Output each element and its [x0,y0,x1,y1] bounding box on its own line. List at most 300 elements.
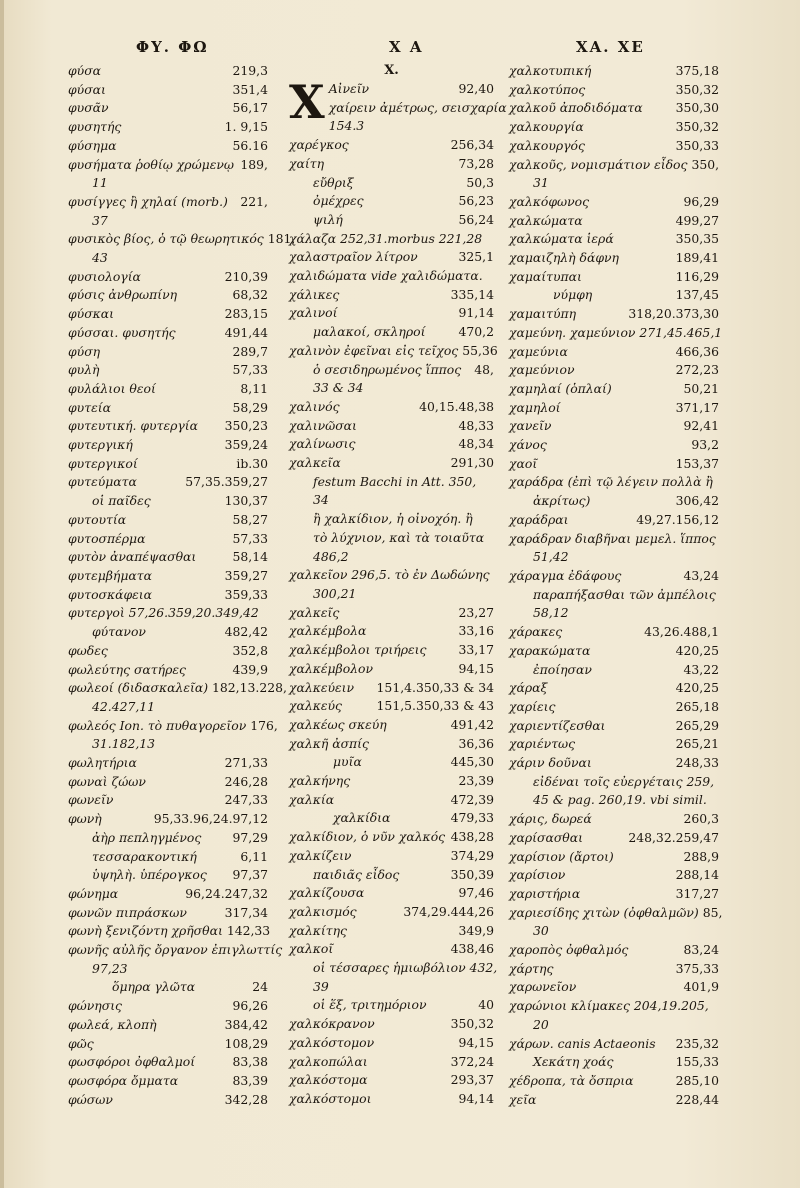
entry-term: φυσήματα ῥοθίῳ χρώμενῳ [68,156,235,172]
entry-ref: 285,10 [675,1072,719,1088]
entry-term: χαοῖ [509,455,538,471]
entry-term: χαλκεῖς [289,604,340,620]
entry-ref: 97,46 [458,885,494,901]
index-entry [289,716,494,735]
entry-term: φωσφόροι ὀφθαλμοί [68,1054,196,1070]
index-entry [509,193,719,212]
entry-ref: 350,39 [450,866,494,882]
index-entry [509,81,719,100]
index-entry [509,212,719,231]
entry-ref: 93,2 [691,437,719,453]
entry-term: οἱ τέσσαρες ἡμιωβόλιον 432, [313,960,498,976]
entry-ref: 94,15 [458,1034,494,1050]
entry-ref: 57,35.359,27 [185,474,268,490]
entry-term: χαρέγκος [289,137,349,153]
entry-term: φωλεά, κλοπὴ [68,1016,157,1032]
entry-term: χάριν δοῦναι [509,755,592,771]
index-entry [68,866,268,885]
entry-term: χαλκοτυπική [509,63,592,78]
entry-ref: 176, [250,717,278,733]
entry-ref: 91,14 [458,305,494,321]
index-entry [509,567,719,586]
entry-term: φύσημα [68,137,117,153]
entry-term: φυσᾶν [68,100,109,116]
entry-ref: 438,28 [450,829,494,845]
index-entry [289,622,494,641]
index-entry [509,866,719,885]
entry-term: φύτανον [92,624,146,640]
entry-term: Αἰνεῖν [328,81,370,96]
entry-term: χαλίνωσις [289,436,356,452]
entry-term: ὀμέχρες [313,193,364,209]
index-entry [509,810,719,829]
index-entry [289,940,494,959]
index-entry [509,1091,719,1110]
index-entry [289,791,494,810]
index-entry [68,436,268,455]
index-entry [68,922,271,941]
index-entry [509,791,719,810]
entry-term: παραπήξασθαι τῶν ἀμπέλοις [533,586,716,602]
index-entry [68,193,268,212]
entry-ref: 43,24 [683,567,719,583]
entry-term: φωσφόρα ὄμματα [68,1072,179,1088]
index-entry [289,1034,494,1053]
entry-term: φωνῆς αὐλῆς ὄργανον ἐπιγλωττίς [68,942,283,958]
entry-ref: 491,44 [224,324,268,340]
index-entry [509,118,719,137]
entry-term: 30 [533,923,549,939]
entry-term: χάνος [509,437,547,453]
index-entry [509,492,719,511]
entry-term: φωνῶν πιπράσκων [68,904,187,920]
index-entry [509,960,719,979]
index-entry [68,343,268,362]
entry-term: φωνεῖν [68,792,114,808]
index-entry [289,903,494,922]
entry-term: ὅμηρα γλῶτα [112,979,196,995]
entry-ref: 57,33 [232,362,268,378]
entry-term: χαμαίτυπαι [509,268,582,284]
entry-term: χαμαιτύπη [509,306,577,322]
entry-term: χαμηλαί (ὁπλαί) [509,380,612,396]
index-entry [68,941,283,960]
entry-term: χάρις, δωρεά [509,811,592,827]
index-entry [68,511,268,530]
entry-ref: 57,33 [232,530,268,546]
entry-term: χαλκοῦς, νομισμάτιον εἶδος [509,156,688,172]
index-entry [68,249,268,268]
entry-term: φωλητήρια [68,755,137,771]
entry-ref: 219,3 [232,63,268,78]
index-entry [68,380,268,399]
entry-term: ἢ χαλκίδιον, ἡ οἰνοχόη. ἢ [313,511,473,527]
index-entry [289,660,494,679]
index-entry [289,828,494,847]
entry-ref: 288,14 [675,867,719,883]
index-entry [68,904,268,923]
entry-term: φυτοσπέρμα [68,530,146,546]
entry-term: χεῖα [509,1091,537,1107]
entry-term: χαλκόστομον [289,1034,375,1050]
entry-term: χαλκεῖα [289,455,341,471]
entry-term: 20 [533,1016,549,1032]
header-left: ΦΥ. ΦΩ [136,38,209,56]
entry-term: χαλινοί [289,305,338,321]
entry-ref: 33,17 [458,642,494,658]
index-entry [289,155,494,174]
index-column-3 [509,62,723,1109]
entry-term: χαλινὸν ἐφεῖναι εἰς τεῖχος [289,342,459,358]
index-entry [509,473,719,492]
entry-ref: 256,34 [450,137,494,153]
entry-ref: 108,29 [224,1035,268,1051]
index-column-2-list [289,136,498,1109]
index-entry [289,996,494,1015]
index-entry [289,922,494,941]
index-entry [289,248,494,267]
index-entry [509,361,719,380]
index-entry [68,848,268,867]
index-entry [68,230,296,249]
entry-ref: 272,23 [675,362,719,378]
entry-term: φωλεοί (διδασκαλεῖα) [68,680,209,696]
index-entry [289,735,494,754]
entry-ref: 228,44 [675,1091,719,1107]
index-entry [68,754,268,773]
index-entry [289,491,494,510]
index-entry [509,156,719,175]
entry-term: φυτευτική. φυτεργία [68,418,199,434]
entry-term: φυτουτία [68,511,127,527]
index-entry [68,735,268,754]
index-entry [509,586,719,605]
entry-term: χαλκεύς [289,698,342,714]
entry-term: χαλκώματα ἱερά [509,231,614,247]
entry-ref: 491,42 [450,716,494,732]
index-entry [289,566,494,585]
index-entry [68,118,268,137]
entry-term: χαλκώματα [509,212,583,228]
entry-term: χαλκοτύπος [509,81,586,97]
entry-ref: 97,37 [232,867,268,883]
index-entry [509,661,719,680]
entry-term: 11 [92,175,108,191]
index-entry [509,997,719,1016]
index-entry [509,548,719,567]
entry-ref: 73,28 [458,155,494,171]
index-entry [68,268,268,287]
entry-ref: 221, [240,193,268,209]
entry-ref: 482,42 [224,624,268,640]
entry-ref: 371,17 [675,399,719,415]
entry-term: χαλκόστομοι [289,1090,372,1106]
entry-ref: 94,14 [458,1090,494,1106]
entry-ref: 56,17 [232,100,268,116]
index-entry [509,399,719,418]
entry-term: χαλιδώματα vide χαλιδώματα. [289,268,483,284]
index-entry [68,661,268,680]
entry-ref: 247,33 [224,792,268,808]
entry-ref: 181, [267,231,296,247]
entry-term: χαμεύνια [509,343,568,359]
entry-term: 45 & pag. 260,19. vbi simil. [533,792,707,808]
index-entry [68,530,268,549]
entry-term: μαλακοί, σκληροί [313,324,426,340]
index-entry [68,156,268,175]
index-entry [509,511,719,530]
entry-term: χαλκεῖον 296,5. τὸ ἐν Δωδώνης [289,567,490,583]
entry-term: εἰδέναι τοῖς εὐεργέταις 259, [533,773,715,789]
index-entry [509,848,719,867]
index-entry [289,529,494,548]
entry-term: φυσίγγες ἢ χηλαί (morb.) [68,193,228,209]
index-entry [509,436,719,455]
index-entry [509,922,719,941]
index-entry [289,379,494,398]
entry-term: χαλκία [289,791,335,807]
entry-term: 154.3 [328,118,365,134]
entry-ref: 92,40 [458,81,494,96]
entry-term: εὔθριξ [313,174,354,190]
entry-ref: 375,18 [675,63,719,78]
entry-ref: 350,35 [675,231,719,247]
index-entry [509,380,719,399]
entry-ref: 318,20.373,30 [628,306,719,322]
index-entry [289,548,494,567]
index-entry [509,642,719,661]
entry-term: φῶς [68,1035,94,1051]
entry-ref: 56,24 [458,211,494,227]
index-entry [509,885,719,904]
entry-term: χαλκόφωνος [509,193,590,209]
index-entry [289,454,494,473]
entry-ref: 374,29.444,26 [403,903,494,919]
entry-term: χάλαζα 252,31.morbus 221,28 [289,230,483,246]
index-entry [68,717,278,736]
entry-ref: 472,39 [450,791,494,807]
entry-term: 486,2 [313,548,349,564]
entry-ref: 55,36 [462,342,498,358]
index-entry [289,884,494,903]
entry-ref: 96,29 [683,193,719,209]
entry-term: χάλικες [289,286,340,302]
entry-term: φυτὸν ἀναπέψασθαι [68,549,197,565]
entry-ref: 265,21 [675,736,719,752]
index-entry [68,773,268,792]
entry-term: χαλκοῖ [289,941,334,957]
entry-ref: 420,25 [675,680,719,696]
entry-term: μυῖα [333,754,362,770]
entry-term: χαλκίτης [289,922,347,938]
entry-ref: 260,3 [683,811,719,827]
index-entry [509,343,719,362]
entry-ref: 350,32 [675,119,719,135]
entry-term: φύσαι [68,81,106,97]
entry-term: χαριέντως [509,736,576,752]
entry-term: χαλκοπώλαι [289,1053,368,1069]
index-entry [509,99,719,118]
entry-ref: 96,26 [232,998,268,1014]
entry-ref: 56,23 [458,193,494,209]
entry-term: χάρων. canis Actaeonis [509,1035,656,1051]
entry-ref: 438,46 [450,941,494,957]
index-entry [289,1090,494,1109]
index-entry [509,829,719,848]
entry-ref: 83,24 [683,942,719,958]
index-entry [68,1053,268,1072]
index-entry [289,211,494,230]
index-entry [509,324,723,343]
index-entry [68,1072,268,1091]
entry-term: φυσιολογία [68,268,141,284]
entry-ref: 265,18 [675,698,719,714]
entry-ref: 350, [691,156,720,172]
index-column-1 [68,62,296,1109]
entry-term: οἱ ἕξ, τριτημόριον [313,997,427,1013]
entry-ref: 48,33 [458,417,494,433]
index-entry [68,174,268,193]
entry-term: χαμεύνη. χαμεύνιον 271,45.465,1 [509,324,723,340]
entry-ref: 359,27 [224,567,268,583]
entry-term: χαίτη [289,155,325,171]
entry-term: ψιλή [313,211,343,227]
entry-term: χαράδραν διαβῆναι μεμελ. ἵππος [509,530,716,546]
entry-term: χαρωνεῖον [509,979,577,995]
entry-ref: 359,24 [224,437,268,453]
entry-ref: 48,34 [458,436,494,452]
entry-term: 51,42 [533,549,569,565]
entry-term: 34 [313,492,329,508]
entry-term: 58,12 [533,605,569,621]
entry-ref: 97,29 [232,829,268,845]
index-entry [509,230,719,249]
entry-ref: 306,42 [675,493,719,509]
entry-term: τεσσαρακοντική [92,848,197,864]
entry-term: χαλκόκρανον [289,1016,375,1032]
index-entry [289,230,494,249]
index-entry [289,585,494,604]
entry-term: χαλκοῦ ἀποδιδόματα [509,100,643,116]
index-entry [289,697,494,716]
index-entry [289,978,494,997]
entry-term: φύσα [68,63,102,78]
header-right: ΧΑ. ΧΕ [576,38,645,56]
entry-ref: 359,33 [224,586,268,602]
index-entry [68,623,268,642]
entry-ref: 291,30 [450,455,494,471]
index-entry [289,641,494,660]
index-entry [68,305,268,324]
index-entry [509,698,719,717]
entry-term: 42.427,11 [92,698,156,714]
entry-term: φύσκαι [68,306,115,322]
entry-term: φυτεργική [68,437,133,453]
index-entry [289,866,494,885]
entry-ref: 342,28 [224,1091,268,1107]
index-entry [68,324,268,343]
entry-term: χαριεντίζεσθαι [509,717,606,733]
entry-ref: 235,32 [675,1035,719,1051]
index-entry [509,604,719,623]
entry-term: χαλκεύειν [289,679,355,695]
entry-term: ὑψηλὴ. ὑπέρογκος [92,867,207,883]
index-column-2 [289,62,507,1109]
entry-term: νύμφη [553,287,593,303]
entry-ref: 351,4 [232,81,268,97]
entry-ref: 130,37 [224,493,268,509]
entry-ref: 50,3 [466,174,494,190]
index-entry [68,642,268,661]
entry-term: χαρίσιον [509,867,566,883]
entry-ref: 265,29 [675,717,719,733]
index-entry [289,847,494,866]
entry-ref: 470,2 [458,324,494,340]
entry-term: φυτοσκάφεια [68,586,153,602]
entry-term: ἀὴρ πεπληγμένος [92,829,202,845]
index-entry [289,435,494,454]
index-entry [68,492,268,511]
index-entry [289,959,498,978]
index-entry [509,904,723,923]
entry-term: χαρώνιοι κλίμακες 204,19.205, [509,998,709,1014]
index-entry [289,342,498,361]
entry-term: χαμεύνιον [509,362,575,378]
index-entry [68,62,268,81]
index-entry [68,1035,268,1054]
entry-ref: 8,11 [240,380,268,396]
index-entry [509,174,719,193]
index-entry [68,604,268,623]
entry-ref: 1. 9,15 [224,119,268,135]
entry-term: χαμαιζηλὴ δάφνη [509,250,619,266]
entry-term: χαριστήρια [509,885,581,901]
index-entry [509,530,719,549]
entry-ref: 23,27 [458,604,494,620]
entry-term: festum Bacchi in Att. 350, [313,473,477,489]
entry-term: φωλεύτης σατήρες [68,661,186,677]
index-entry [289,286,494,305]
index-entry [509,137,719,156]
entry-ref: 6,11 [240,848,268,864]
entry-ref: 182,13.228, [212,680,287,696]
entry-ref: 49,27.156,12 [636,511,719,527]
entry-ref: 350,32 [675,81,719,97]
index-entry [509,1072,719,1091]
entry-ref: 384,42 [224,1016,268,1032]
index-entry [68,586,268,605]
entry-term: 31 [533,175,549,191]
entry-term: φωνὴ [68,811,102,827]
entry-term: χαλκίζειν [289,847,352,863]
index-entry [509,286,719,305]
entry-ref: 375,33 [675,960,719,976]
entry-ref: 374,29 [450,847,494,863]
entry-ref: 58,29 [232,399,268,415]
entry-ref: 248,33 [675,755,719,771]
index-entry [289,1053,494,1072]
entry-ref: 151,5.350,33 & 43 [376,698,494,714]
index-entry [289,1071,494,1090]
index-entry [68,997,268,1016]
index-entry [68,137,268,156]
entry-ref: 350,32 [450,1016,494,1032]
index-entry [509,623,719,642]
index-entry [509,754,719,773]
entry-term: χαριεσίδης χιτὼν (ὀφθαλμῶν) [509,904,699,920]
index-entry [68,212,268,231]
entry-term: φυσητής [68,119,122,135]
